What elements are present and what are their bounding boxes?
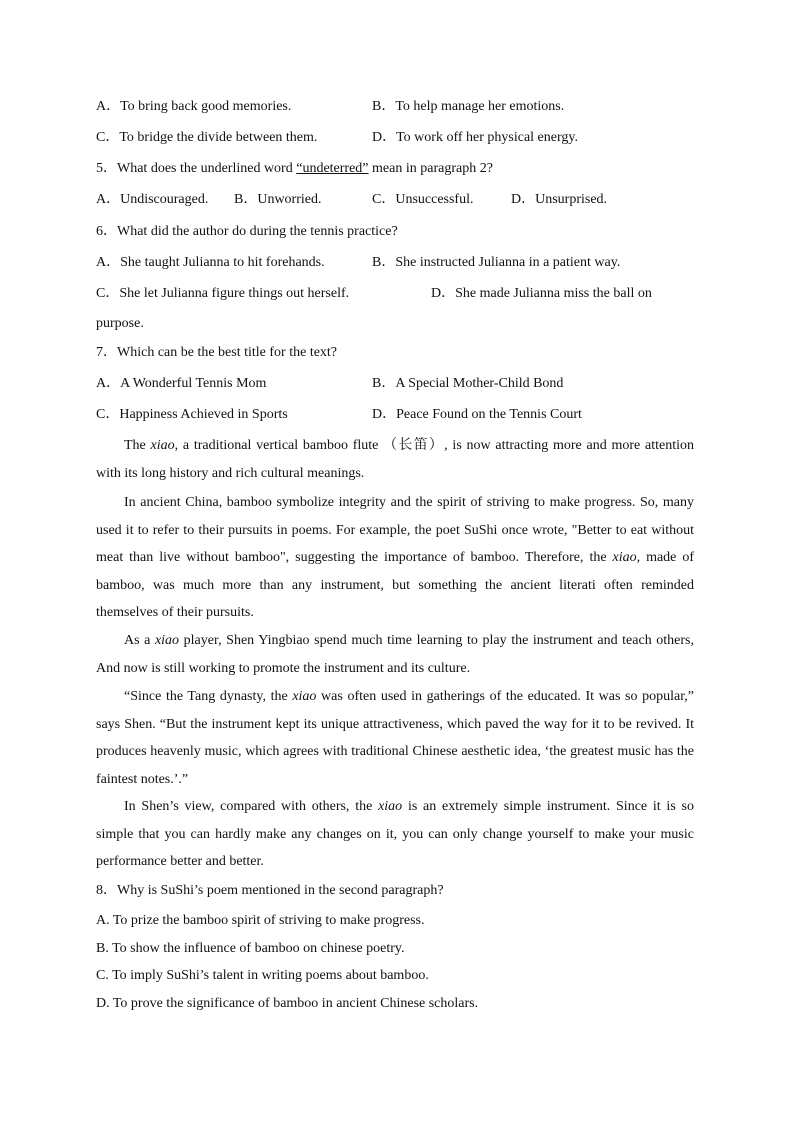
xiao-term: xiao	[150, 438, 175, 453]
q6-option-b: B．She instructed Julianna in a patient way.	[372, 255, 621, 270]
q8-stem: 8．Why is SuShi’s poem mentioned in the second paragraph?	[96, 883, 444, 898]
q5-option-b: B．Unworried.	[234, 192, 322, 207]
q5-option-d: D．Unsurprised.	[511, 192, 608, 207]
q8-option-d: D. To prove the significance of bamboo in ancient Chinese scholars.	[96, 996, 479, 1011]
q5-stem-pre: 5．What does the underlined word	[96, 161, 297, 176]
q4-option-c: C．To bridge the divide between them.	[96, 130, 318, 145]
q5-option-c: C．Unsuccessful.	[372, 192, 474, 207]
q5-option-a: A．Undiscouraged.	[96, 192, 209, 207]
q7-option-b: B．A Special Mother-Child Bond	[372, 376, 564, 391]
q7-stem: 7．Which can be the best title for the text?	[96, 345, 338, 360]
q6-stem: 6．What did the author do during the tennis practice?	[96, 224, 398, 239]
passage-paragraph-4: “Since the Tang dynasty, the xiao was often used in gatherings of the educated. It was so popular,” says Shen. “But the instrument kept its unique attractiveness, which paved the way for it to be revived. It produces heavenly music, which agrees with traditional Chinese aesthetic idea, ‘the greatest music has the faintest notes.’.”	[96, 689, 695, 787]
xiao-term: xiao,	[612, 550, 641, 566]
q8-option-c: C. To imply SuShi’s talent in writing poems about bamboo.	[96, 968, 429, 983]
passage-paragraph-2: In ancient China, bamboo symbolize integrity and the spirit of striving to make progress. So, many used it to refer to their pursuits in poems. For example, the poet SuShi once wrote, "Better to eat without meat than live without bamboo", suggesting the importance of bamboo. Therefore, the xiao, made of bamboo, was much more than any instrument, but something the ancient literati often reminded themselves of their pursuits.	[96, 495, 694, 621]
q5-stem	[96, 159, 493, 179]
q6-option-c: C．She let Julianna figure things out herself.	[96, 286, 350, 301]
q4-option-a: A．To bring back good memories.	[96, 99, 292, 114]
xiao-term: xiao	[292, 689, 317, 704]
passage-paragraph-3: As a xiao player, Shen Yingbiao spend much time learning to play the instrument and teach others, And now is still working to promote the instrument and its culture.	[96, 633, 694, 676]
q5-underlined-word: “undeterred”	[296, 161, 369, 176]
q7-option-c: C．Happiness Achieved in Sports	[96, 407, 288, 422]
q4-option-d: D．To work off her physical energy.	[372, 130, 578, 145]
q6-option-d-continued: purpose.	[96, 316, 144, 331]
q6-option-a: A．She taught Julianna to hit forehands.	[96, 255, 325, 270]
q8-option-a: A. To prize the bamboo spirit of striving to make progress.	[96, 913, 425, 928]
xiao-term: xiao	[154, 633, 180, 648]
q7-option-a: A．A Wonderful Tennis Mom	[96, 376, 267, 391]
q4-option-b: B．To help manage her emotions.	[372, 99, 565, 114]
q6-option-d: D．She made Julianna miss the ball on	[431, 286, 652, 301]
xiao-term: xiao	[378, 799, 403, 814]
q7-option-d: D．Peace Found on the Tennis Court	[372, 407, 582, 422]
passage-paragraph-5: In Shen’s view, compared with others, the xiao is an extremely simple instrument. Since it is so simple that you can hardly make any changes on it, you can only change yourself to make your music performance better and better.	[96, 799, 694, 870]
q8-option-b: B. To show the influence of bamboo on chinese poetry.	[96, 941, 405, 956]
passage-paragraph-1: The xiao, a traditional vertical bamboo flute （长笛）, is now attracting more and more attention with its long history and rich cultural meanings.	[96, 438, 695, 481]
q5-stem-post: mean in paragraph 2?	[368, 161, 493, 176]
